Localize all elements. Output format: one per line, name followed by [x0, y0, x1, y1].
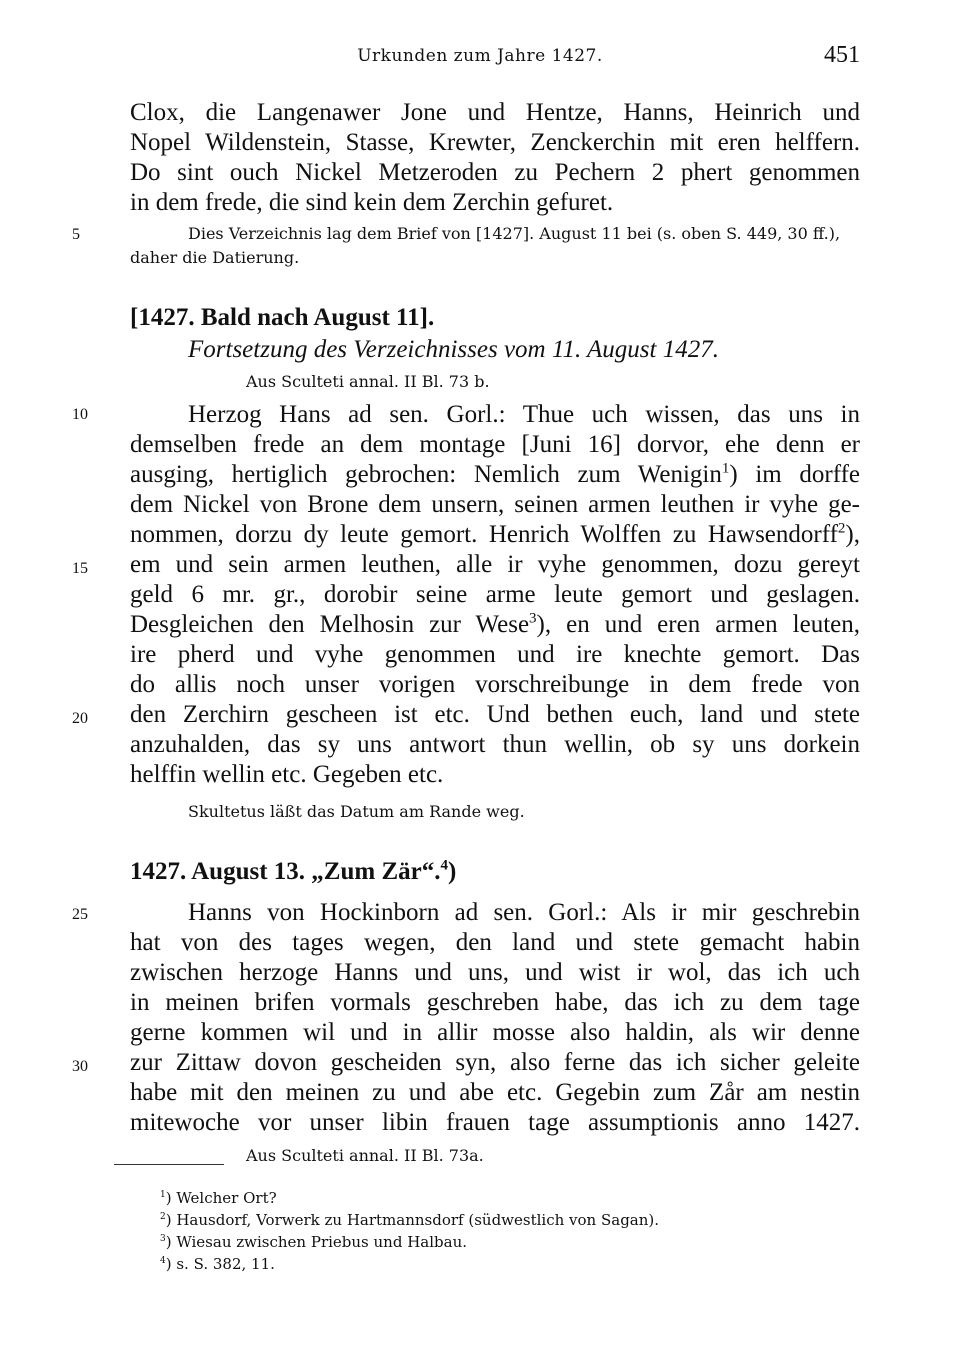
footnote-ref: 1: [721, 460, 730, 477]
text-line: hat von des tages wegen, den land und stete gemacht habin: [130, 929, 860, 956]
text-line: habe mit den meinen zu und abe etc. Gegebin zum Zår am nestin: [130, 1079, 860, 1106]
footnote-ref: 3: [529, 610, 537, 627]
text-line: [130, 460, 860, 490]
editorial-note: Skultetus läßt das Datum am Rande weg.: [188, 802, 525, 821]
footnote-mark: 2: [160, 1212, 166, 1222]
text-line-tail: ) im dorffe: [729, 461, 861, 488]
footnote: [160, 1210, 659, 1230]
text-line-tail: ),: [845, 521, 860, 548]
text-line: [130, 520, 860, 550]
text-line: Hanns von Hockinborn ad sen. Gorl.: Als ir mir geschrebin: [188, 899, 860, 926]
section-subtitle: Fortsetzung des Verzeichnisses vom 11. August 1427.: [188, 336, 719, 363]
text-line: Do sint ouch Nickel Metzeroden zu Pechern 2 phert genommen: [130, 159, 860, 186]
line-number: 20: [72, 710, 88, 727]
text-line: in dem frede, die sind kein dem Zerchin gefuret.: [130, 189, 614, 216]
footnote-divider: [114, 1164, 224, 1165]
text-line-main: nommen, dorzu dy leute gemort. Henrich Wolffen zu Hawsendorff: [130, 521, 838, 548]
text-line-main: ausging, hertiglich gebrochen: Nemlich zum Wenigin: [130, 461, 722, 488]
text-line: ire pherd und vyhe genommen und ire knechte gemort. Das: [130, 641, 860, 668]
section-heading-text: 1427. August 13. „Zum Zär“.: [130, 858, 441, 885]
section-heading-tail: ): [447, 858, 457, 885]
line-number: 30: [72, 1058, 88, 1075]
footnote-text: ) Wiesau zwischen Priebus und Halbau.: [165, 1233, 468, 1251]
text-line-tail: ), en und eren armen leuten,: [536, 611, 860, 638]
text-line: helffin wellin etc. Gegeben etc.: [130, 761, 444, 788]
footnote-text: ) Hausdorf, Vorwerk zu Hartmannsdorf (südwestlich von Sagan).: [165, 1211, 660, 1229]
running-head: Urkunden zum Jahre 1427.: [357, 46, 603, 66]
text-line: den Zerchirn gescheen ist etc. Und bethen euch, land und stete: [130, 701, 860, 728]
text-line: Clox, die Langenawer Jone und Hentze, Hanns, Heinrich und: [130, 99, 860, 126]
footnote-ref: 4: [440, 857, 448, 874]
text-line: zwischen herzoge Hanns und uns, und wist ir wol, das ich uch: [130, 959, 860, 986]
text-line: mitewoche vor unser libin frauen tage assumptionis anno 1427.: [130, 1109, 860, 1136]
footnote: [160, 1232, 467, 1252]
text-line: Herzog Hans ad sen. Gorl.: Thue uch wissen, das uns in: [188, 401, 860, 428]
page-header: [0, 40, 960, 80]
footnote-ref: 2: [837, 520, 846, 537]
source-note: Aus Sculteti annal. II Bl. 73 b.: [246, 372, 490, 391]
text-line: Nopel Wildenstein, Stasse, Krewter, Zenckerchin mit eren helffern.: [130, 129, 860, 156]
text-line: anzuhalden, das sy uns antwort thun wellin, ob sy uns dorkein: [130, 731, 860, 758]
text-line: zur Zittaw dovon gescheiden syn, also ferne das ich sicher geleite: [130, 1049, 860, 1076]
text-line: demselben frede an dem montage [Juni 16] dorvor, ehe denn er: [130, 431, 860, 458]
footnote-mark: 4: [160, 1256, 166, 1266]
text-line: in meinen brifen vormals geschreben habe, das ich zu dem tage: [130, 989, 860, 1016]
text-line: [130, 610, 860, 640]
text-line: dem Nickel von Brone dem unsern, seinen armen leuthen ir vyhe ge-: [130, 491, 860, 518]
source-note: Aus Sculteti annal. II Bl. 73a.: [246, 1146, 484, 1165]
footnote-mark: 3: [160, 1234, 166, 1244]
editorial-note: Dies Verzeichnis lag dem Brief von [1427]. August 11 bei (s. oben S. 449, 30 ff.),: [188, 224, 841, 243]
section-heading: [130, 858, 456, 886]
text-line: gerne kommen wil und in allir mosse also haldin, als wir denne: [130, 1019, 860, 1046]
text-line: em und sein armen leuthen, alle ir vyhe genommen, dozu gereyt: [130, 551, 860, 578]
line-number: 15: [72, 560, 88, 577]
page-number: 451: [824, 42, 860, 68]
line-number: 25: [72, 906, 88, 923]
text-line: do allis noch unser vorigen vorschreibunge in dem frede von: [130, 671, 860, 698]
footnote-text: ) s. S. 382, 11.: [165, 1255, 275, 1273]
editorial-note: daher die Datierung.: [130, 248, 300, 267]
line-number: 5: [72, 226, 80, 243]
line-number: 10: [72, 406, 88, 423]
footnote: [160, 1188, 277, 1208]
footnote: [160, 1254, 275, 1274]
section-heading: [1427. Bald nach August 11].: [130, 304, 435, 331]
footnote-text: ) Welcher Ort?: [165, 1189, 277, 1207]
text-line: geld 6 mr. gr., dorobir seine arme leute gemort und geslagen.: [130, 581, 860, 608]
footnote-mark: 1: [160, 1190, 166, 1200]
text-line-main: Desgleichen den Melhosin zur Wese: [130, 611, 530, 638]
